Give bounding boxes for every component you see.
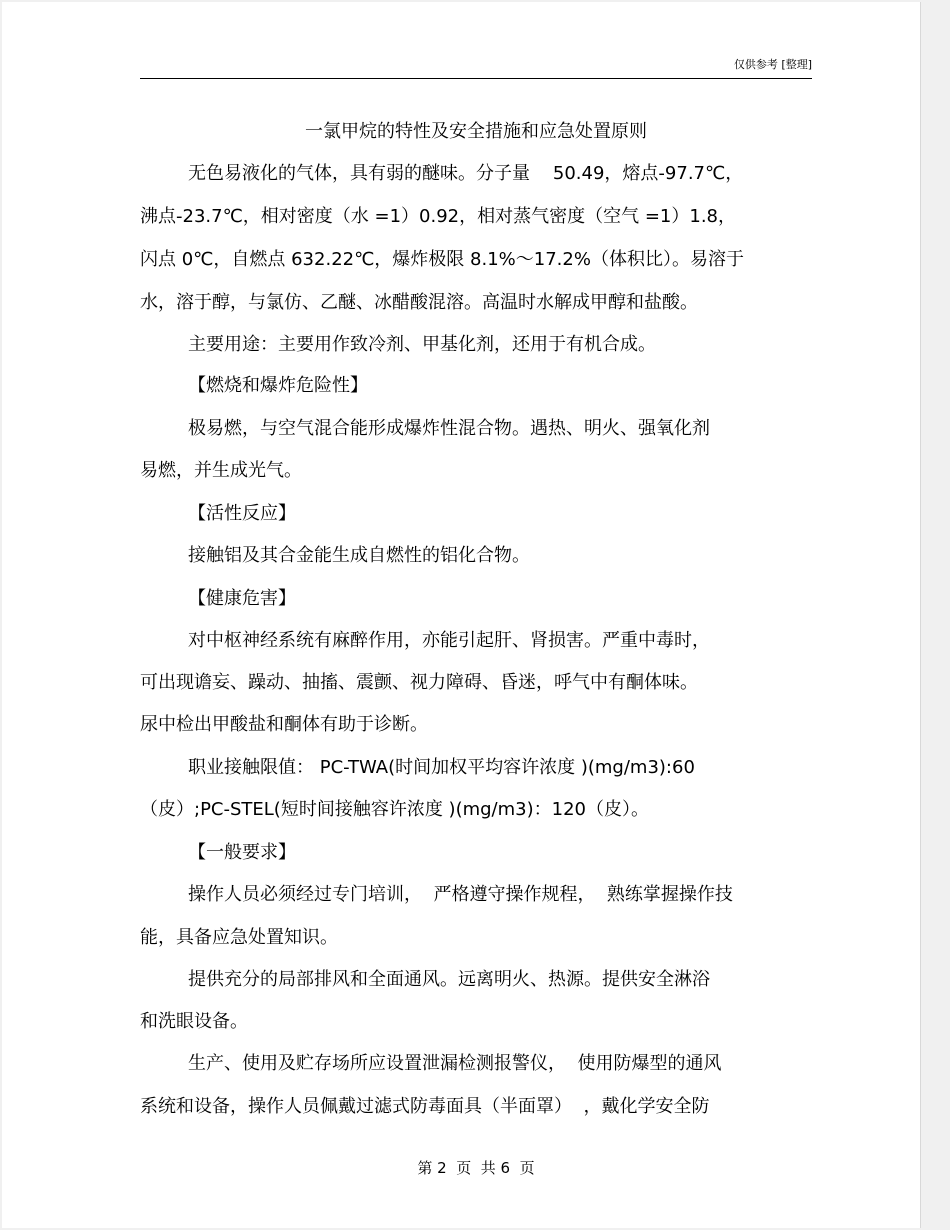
body-line: 能，具备应急处置知识。 [140,927,338,948]
document-title: 一氯甲烷的特性及安全措施和应急处置原则 [305,121,647,142]
body-line: 和洗眼设备。 [140,1011,248,1032]
body-line: 可出现谵妄、躁动、抽搐、震颤、视力障碍、昏迷，呼气中有酮体味。 [140,672,698,693]
body-line: 操作人员必须经过专门培训， 严格遵守操作规程， 熟练掌握操作技 [188,884,733,905]
section-heading: 【一般要求】 [188,842,296,863]
body-line: 无色易液化的气体，具有弱的醚味。分子量 50.49，熔点-97.7℃， [188,163,744,184]
body-line: 极易燃，与空气混合能形成爆炸性混合物。遇热、明火、强氧化剂 [188,418,710,439]
section-heading: 【健康危害】 [188,588,296,609]
section-heading: 【燃烧和爆炸危险性】 [188,375,368,396]
page-number-footer: 第 2 页 共 6 页 [417,1159,535,1177]
body-line: 主要用途：主要用作致冷剂、甲基化剂，还用于有机合成。 [188,334,656,355]
body-line: （皮）;PC-STEL(短时间接触容许浓度 )(mg/m3)：120（皮）。 [140,799,649,820]
body-line: 生产、使用及贮存场所应设置泄漏检测报警仪， 使用防爆型的通风 [188,1053,722,1074]
body-line: 提供充分的局部排风和全面通风。远离明火、热源。提供安全淋浴 [188,969,710,990]
section-heading: 【活性反应】 [188,503,296,524]
body-line: 对中枢神经系统有麻醉作用，亦能引起肝、肾损害。严重中毒时， [188,630,710,651]
body-line: 系统和设备，操作人员佩戴过滤式防毒面具（半面罩） ，戴化学安全防 [140,1096,710,1117]
body-line: 尿中检出甲酸盐和酮体有助于诊断。 [140,714,428,735]
header-divider [140,78,812,79]
body-line: 职业接触限值： PC-TWA(时间加权平均容许浓度 )(mg/m3):60 [188,757,695,778]
body-line: 易燃，并生成光气。 [140,460,302,481]
body-line: 水，溶于醇，与氯仿、乙醚、冰醋酸混溶。高温时水解成甲醇和盐酸。 [140,292,698,313]
body-line: 接触铝及其合金能生成自燃性的铝化合物。 [188,545,530,566]
body-line: 沸点-23.7℃，相对密度（水 =1）0.92，相对蒸气密度（空气 =1）1.8， [140,206,737,227]
page-header: 仅供参考 [整理] [733,58,812,71]
document-page [2,2,921,1228]
body-line: 闪点 0℃，自燃点 632.22℃，爆炸极限 8.1%～17.2%（体积比）。易溶于 [140,249,744,270]
